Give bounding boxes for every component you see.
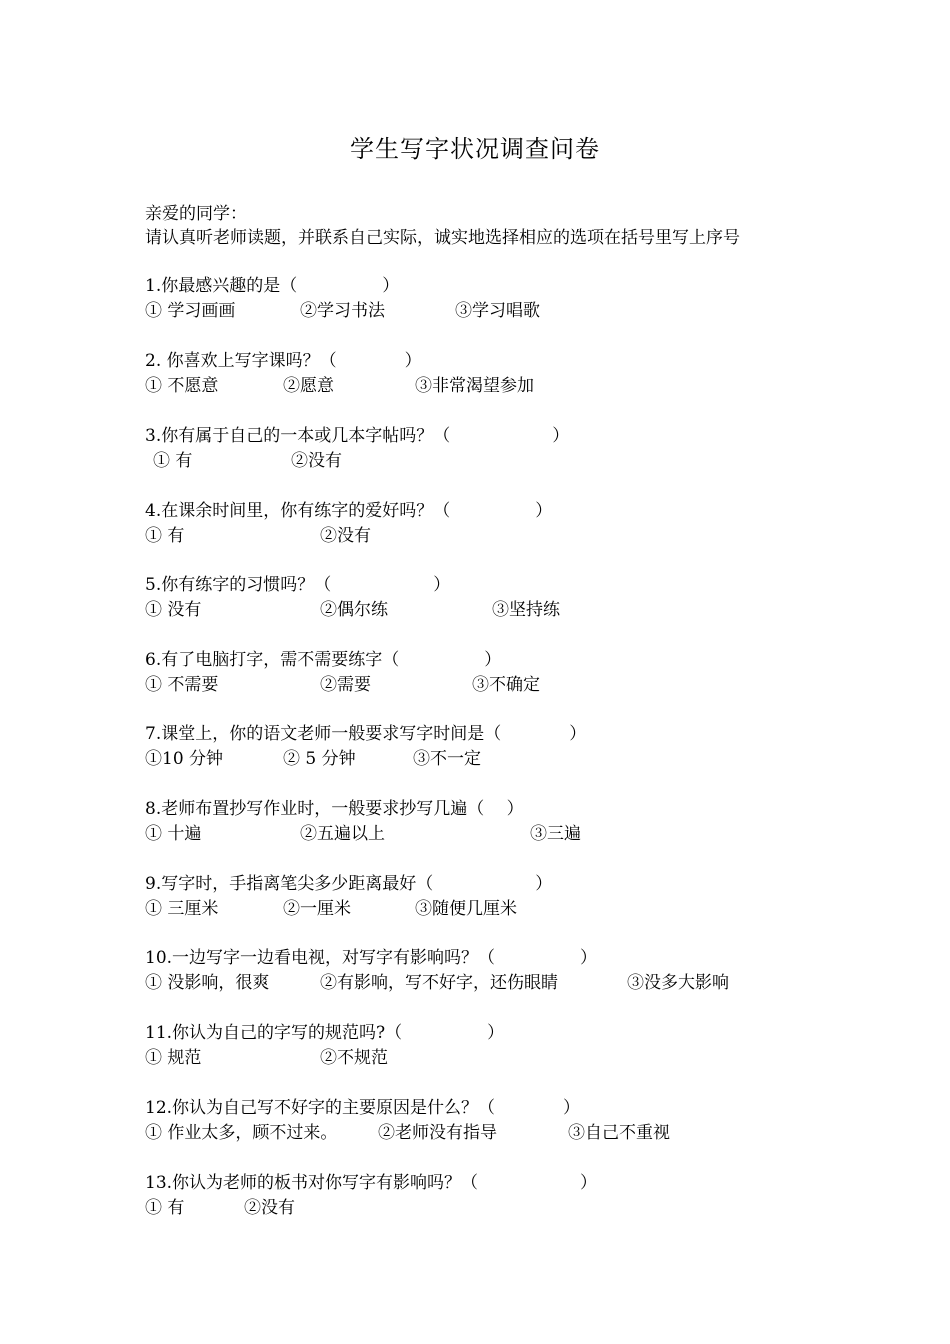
option: ① 作业太多，顾不过来。 [145, 1123, 338, 1143]
page-title: 学生写字状况调查问卷 [350, 135, 600, 163]
option: ②偶尔练 [320, 600, 388, 620]
option: ① 不愿意 [145, 376, 219, 396]
option: ②有影响，写不好字，还伤眼睛 [320, 973, 558, 993]
option: ② 5 分钟 [283, 749, 356, 769]
option: ① 有 [145, 1198, 185, 1218]
option: ②五遍以上 [300, 824, 385, 844]
option: ②不规范 [320, 1048, 388, 1068]
option: ① 规范 [145, 1048, 202, 1068]
option: ②没有 [244, 1198, 295, 1218]
option: ① 没有 [145, 600, 202, 620]
greeting: 亲爱的同学： [145, 204, 247, 224]
option: ②学习书法 [300, 301, 385, 321]
question-12: 12.你认为自己写不好字的主要原因是什么？（ ） [145, 1098, 581, 1118]
option: ③三遍 [530, 824, 581, 844]
option: ① 有 [145, 526, 185, 546]
option: ②没有 [291, 451, 342, 471]
option: ②没有 [320, 526, 371, 546]
option: ③学习唱歌 [455, 301, 540, 321]
question-11: 11.你认为自己的字写的规范吗?（ ） [145, 1023, 505, 1043]
question-9: 9.写字时，手指离笔尖多少距离最好（ ） [145, 874, 553, 894]
question-10: 10.一边写字一边看电视，对写字有影响吗？（ ） [145, 948, 598, 968]
option: ③不一定 [413, 749, 481, 769]
option: ①10 分钟 [145, 749, 224, 769]
option: ③不确定 [472, 675, 540, 695]
question-7: 7.课堂上，你的语文老师一般要求写字时间是（ ） [145, 724, 587, 744]
option: ③没多大影响 [627, 973, 729, 993]
question-1: 1.你最感兴趣的是（ ） [145, 276, 400, 296]
option: ① 十遍 [145, 824, 202, 844]
option: ②一厘米 [283, 899, 351, 919]
option: ① 没影响，很爽 [145, 973, 270, 993]
option: ②愿意 [283, 376, 334, 396]
question-8: 8.老师布置抄写作业时，一般要求抄写几遍（ ） [145, 799, 524, 819]
option: ③非常渴望参加 [415, 376, 534, 396]
question-6: 6.有了电脑打字，需不需要练字（ ） [145, 650, 502, 670]
option: ②需要 [320, 675, 371, 695]
question-13: 13.你认为老师的板书对你写字有影响吗？（ ） [145, 1173, 598, 1193]
option: ① 有 [153, 451, 193, 471]
option: ① 不需要 [145, 675, 219, 695]
question-4: 4.在课余时间里，你有练字的爱好吗？（ ） [145, 501, 553, 521]
option: ① 三厘米 [145, 899, 219, 919]
question-5: 5.你有练字的习惯吗？（ ） [145, 575, 451, 595]
option: ① 学习画画 [145, 301, 236, 321]
question-3: 3.你有属于自己的一本或几本字帖吗？（ ） [145, 426, 570, 446]
option: ③随便几厘米 [415, 899, 517, 919]
option: ③坚持练 [492, 600, 560, 620]
instruction: 请认真听老师读题，并联系自己实际，诚实地选择相应的选项在括号里写上序号 [145, 228, 740, 248]
question-2: 2. 你喜欢上写字课吗？（ ） [145, 351, 422, 371]
option: ③自己不重视 [568, 1123, 670, 1143]
option: ②老师没有指导 [378, 1123, 497, 1143]
